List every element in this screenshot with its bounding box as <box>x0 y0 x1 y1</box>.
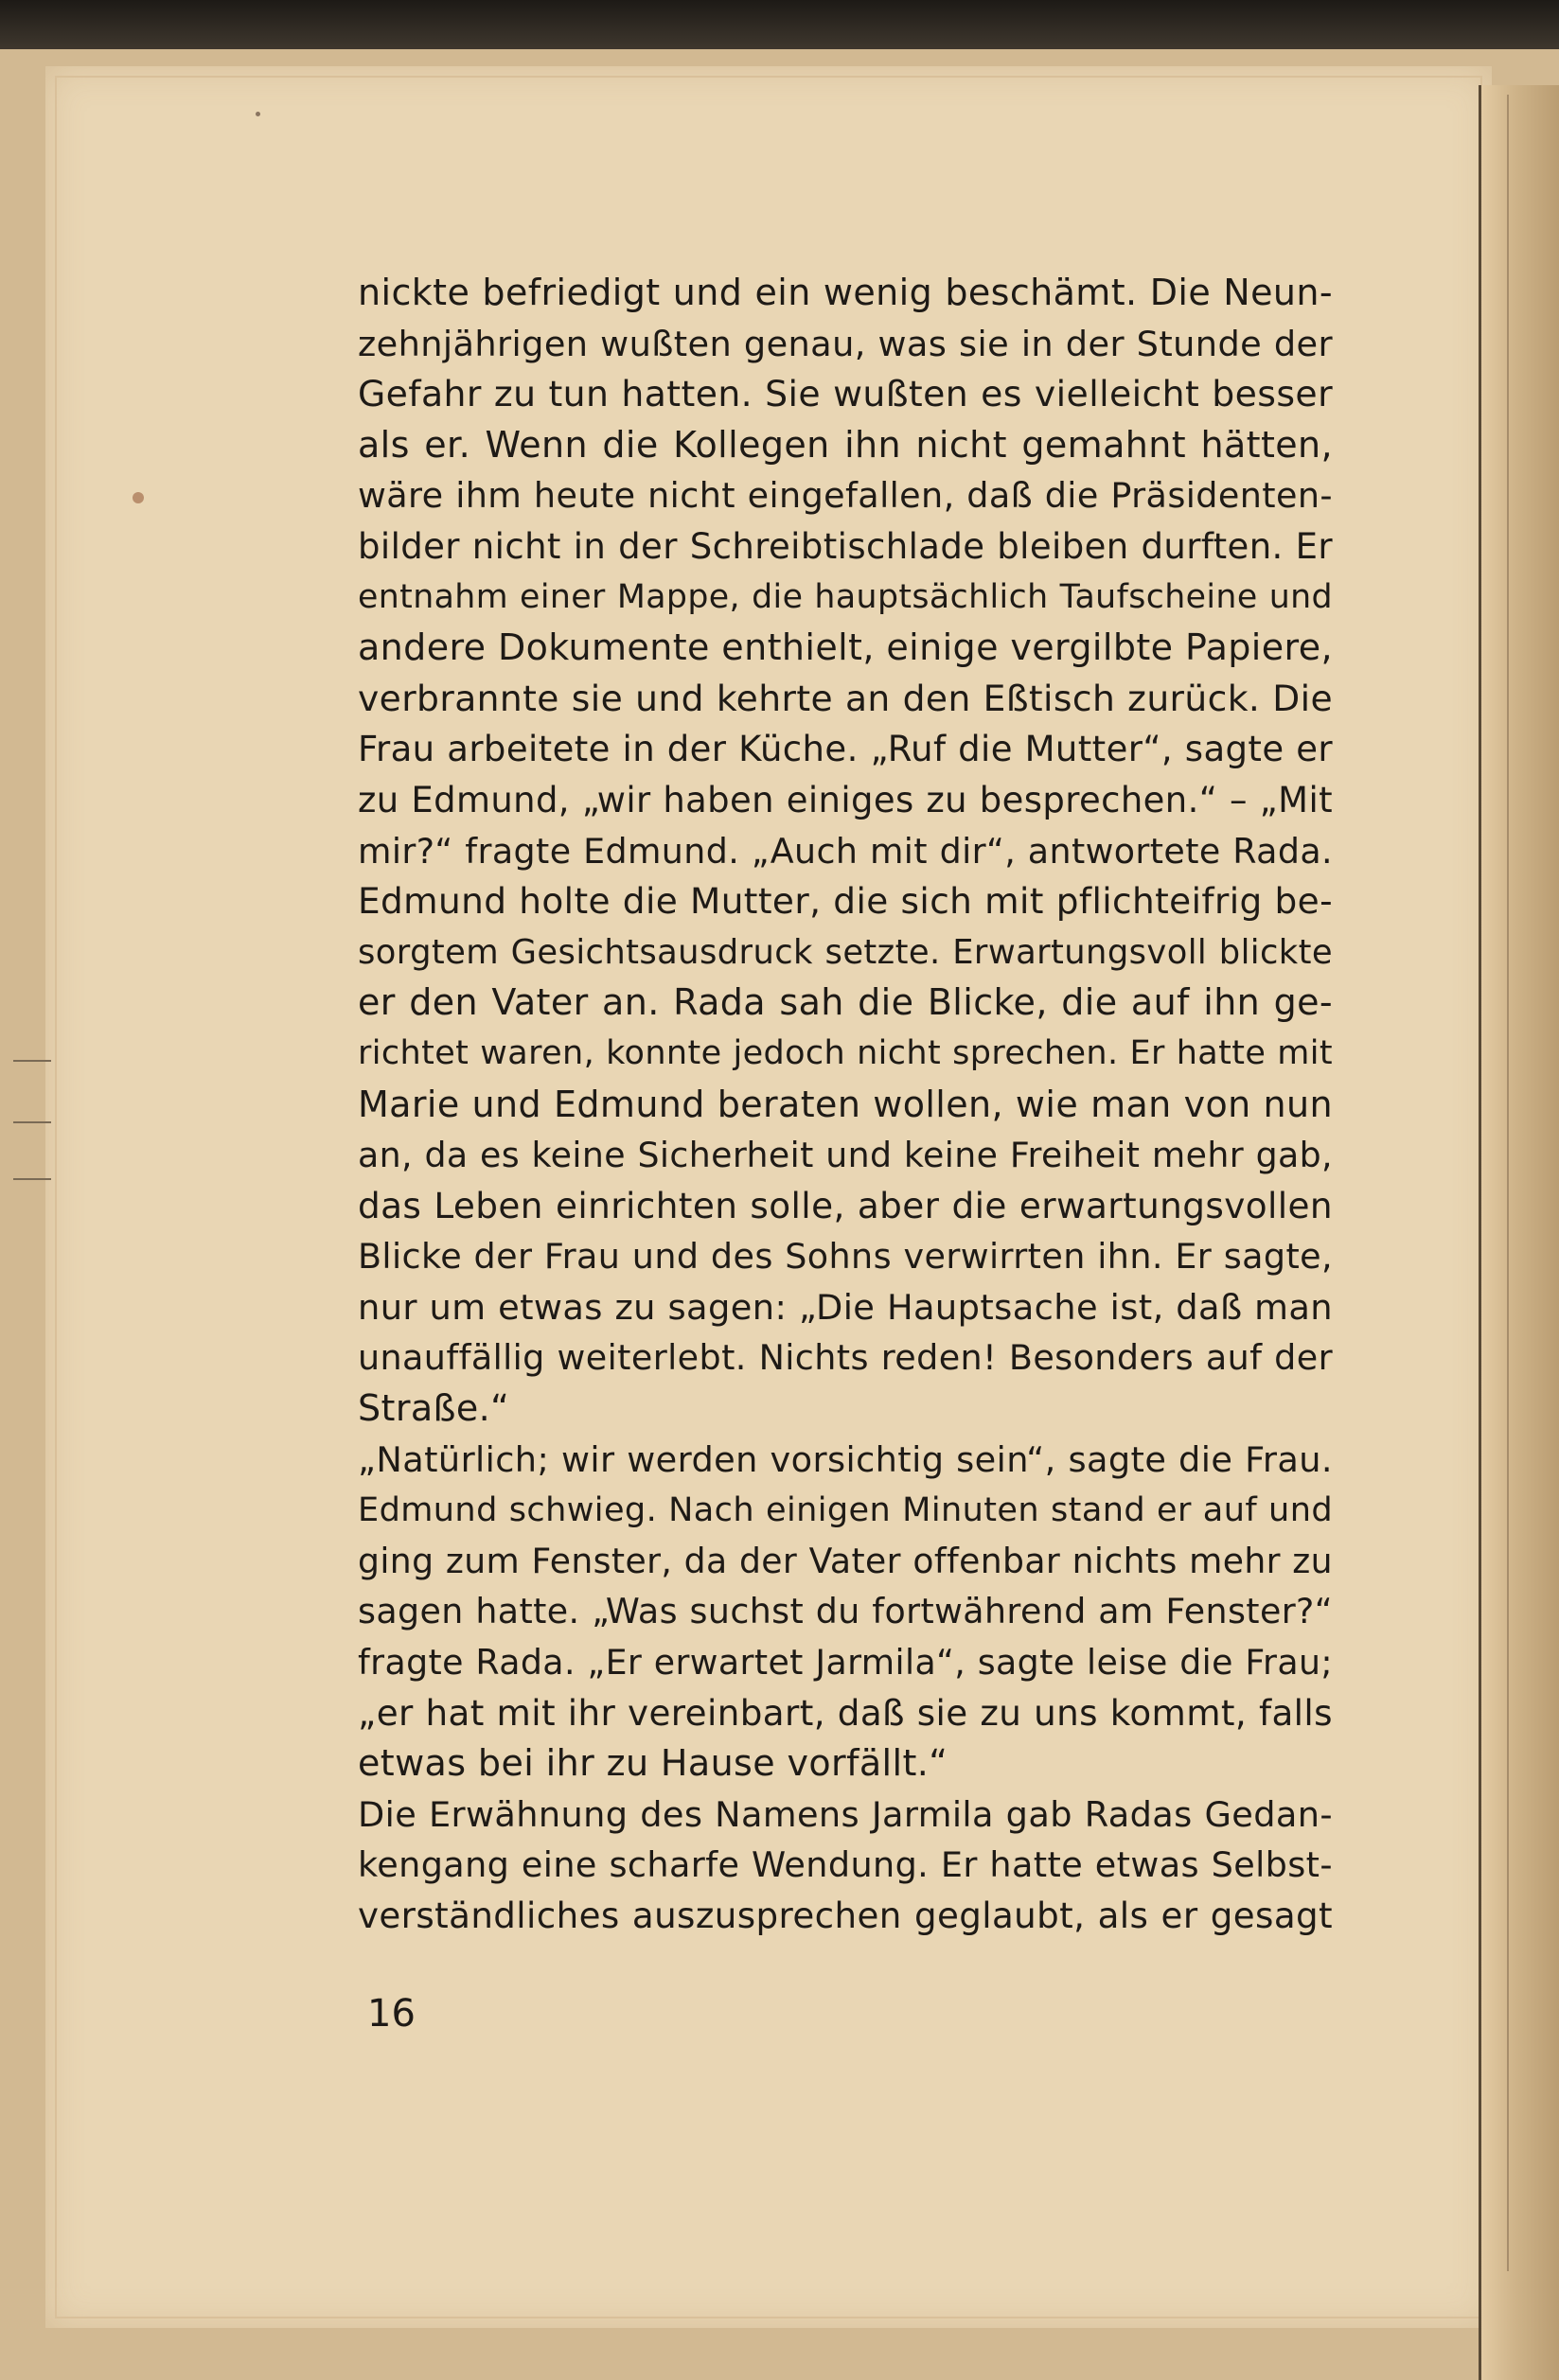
text-line: fragte Rada. „Er erwartet Jarmila“, sagte leise die Frau; <box>358 1642 1333 1684</box>
text-line: zehnjährigen wußten genau, was sie in der Stunde der <box>358 323 1333 364</box>
text-line: andere Dokumente enthielt, einige vergilbte Papiere, <box>358 626 1333 669</box>
spine-crease <box>1507 95 1509 2271</box>
text-line: etwas bei ihr zu Hause vorfällt.“ <box>358 1742 948 1785</box>
text-line: sagen hatte. „Was suchst du fortwährend am Fenster?“ <box>358 1591 1333 1632</box>
page-number: 16 <box>367 1992 416 2036</box>
text-line: Blicke der Frau und des Sohns verwirrten ihn. Er sagte, <box>358 1236 1333 1278</box>
text-line: wäre ihm heute nicht eingefallen, daß die Präsidenten- <box>358 475 1333 517</box>
text-line: als er. Wenn die Kollegen ihn nicht gemahnt hätten, <box>358 423 1333 466</box>
paper-speck <box>256 112 260 116</box>
text-line: verbrannte sie und kehrte an den Eßtisch zurück. Die <box>358 677 1333 719</box>
text-line: sorgtem Gesichtsausdruck setzte. Erwartungsvoll blickte <box>358 932 1333 972</box>
text-line: Edmund holte die Mutter, die sich mit pflichteifrig be- <box>358 880 1333 923</box>
text-line: Straße.“ <box>358 1387 510 1430</box>
text-line: unauffällig weiterlebt. Nichts reden! Besonders auf der <box>358 1337 1333 1379</box>
text-line: Gefahr zu tun hatten. Sie wußten es vielleicht besser <box>358 373 1333 415</box>
text-line: mir?“ fragte Edmund. „Auch mit dir“, antwortete Rada. <box>358 830 1333 872</box>
text-line: ging zum Fenster, da der Vater offenbar nichts mehr zu <box>358 1540 1333 1581</box>
text-line: „er hat mit ihr vereinbart, daß sie zu uns kommt, falls <box>358 1691 1333 1734</box>
text-line: das Leben einrichten solle, aber die erwartungsvollen <box>358 1184 1333 1226</box>
text-line: zu Edmund, „wir haben einiges zu besprechen.“ – „Mit <box>358 779 1333 820</box>
text-line: Die Erwähnung des Namens Jarmila gab Radas Gedan- <box>358 1793 1333 1835</box>
text-line: Frau arbeitete in der Küche. „Ruf die Mutter“, sagte er <box>358 729 1333 770</box>
text-line: nickte befriedigt und ein wenig beschämt. Die Neun- <box>358 272 1333 313</box>
text-line: verständliches auszusprechen geglaubt, als er gesagt <box>358 1895 1333 1936</box>
text-line: kengang eine scharfe Wendung. Er hatte etwas Selbst- <box>358 1844 1333 1886</box>
margin-tick <box>13 1121 51 1123</box>
text-line: Marie und Edmund beraten wollen, wie man von nun <box>358 1083 1333 1125</box>
margin-tick <box>13 1060 51 1062</box>
text-line: Edmund schwieg. Nach einigen Minuten stand er auf und <box>358 1490 1333 1530</box>
book-spine-edge <box>1479 85 1559 2380</box>
text-line: an, da es keine Sicherheit und keine Freiheit mehr gab, <box>358 1135 1333 1176</box>
text-line: nur um etwas zu sagen: „Die Hauptsache ist, daß man <box>358 1286 1333 1328</box>
text-line: entnahm einer Mappe, die hauptsächlich Taufscheine und <box>358 577 1333 616</box>
text-line: richtet waren, konnte jedoch nicht sprechen. Er hatte mit <box>358 1033 1333 1072</box>
body-text <box>358 268 1333 1942</box>
text-line: „Natürlich; wir werden vorsichtig sein“, sagte die Frau. <box>358 1438 1333 1480</box>
text-line: bilder nicht in der Schreibtischlade bleiben durften. Er <box>358 525 1333 567</box>
margin-tick <box>13 1178 51 1180</box>
paper-stain <box>133 492 144 503</box>
text-line: er den Vater an. Rada sah die Blicke, die auf ihn ge- <box>358 981 1333 1024</box>
